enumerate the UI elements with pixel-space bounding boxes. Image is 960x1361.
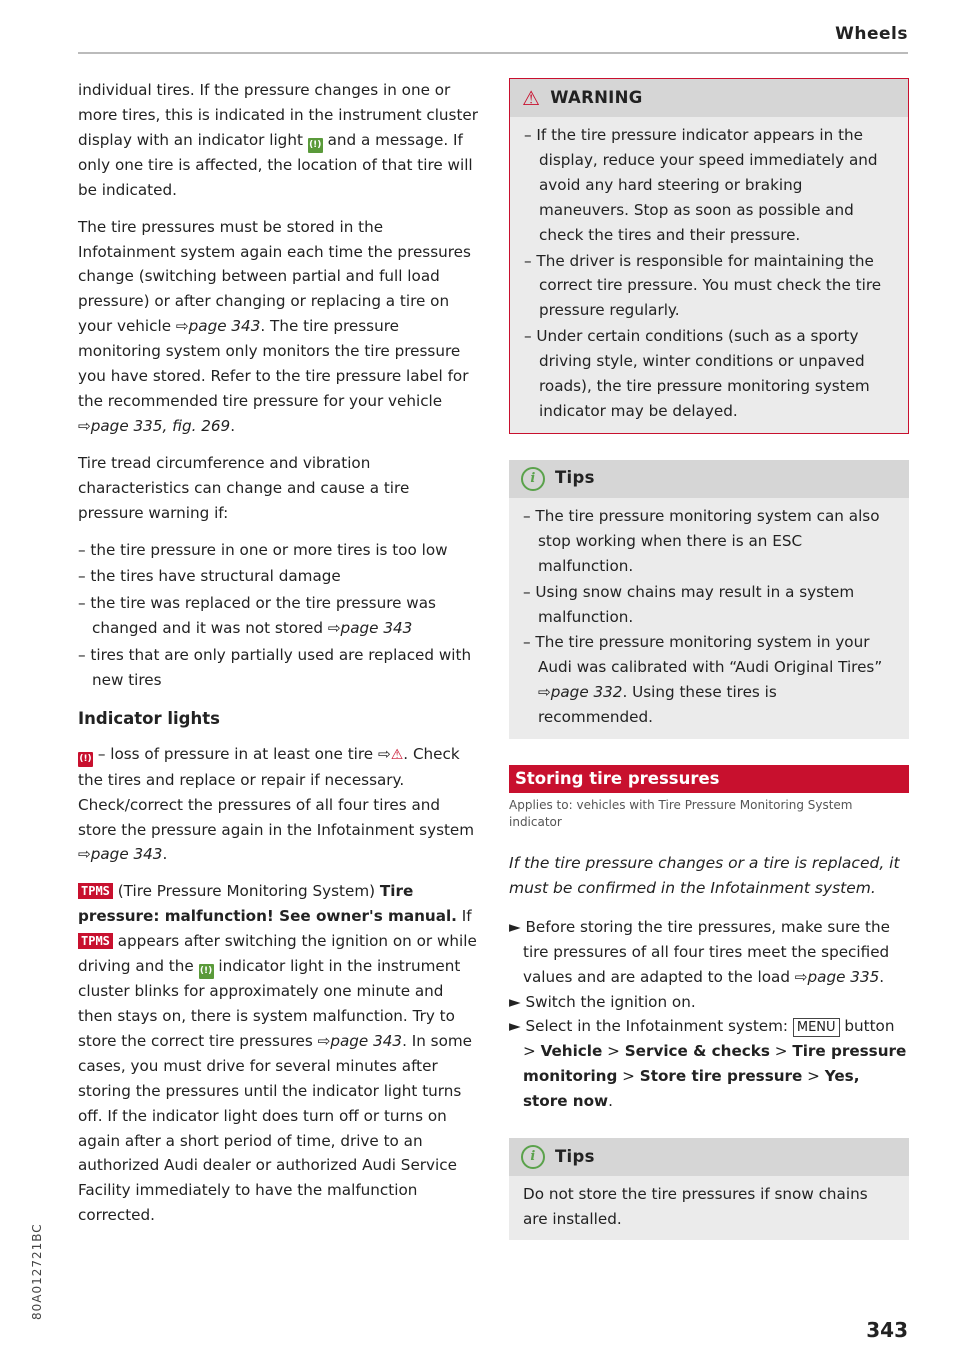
tpms-icon: TPMS bbox=[78, 933, 113, 949]
list-item: ► Switch the ignition on. bbox=[509, 992, 696, 1011]
list-item: – the tire pressure in one or more tires is too low bbox=[78, 540, 448, 559]
page-ref-link[interactable]: ⇨page 343 bbox=[175, 317, 261, 336]
storing-section-heading: Storing tire pressures bbox=[509, 765, 909, 793]
page-ref-link[interactable]: ⇨page 343 bbox=[327, 619, 413, 638]
page-section-title: Wheels bbox=[835, 24, 908, 44]
tips-box-2: i Tips Do not store the tire pressures if snow chains are installed. bbox=[509, 1138, 909, 1240]
list-item: ► Before storing the tire pressures, make sure the tire pressures of all four tires meet the specified values and are adapted to the load ⇨page 335. bbox=[509, 917, 890, 986]
list-item: – The tire pressure monitoring system in your Audi was calibrated with “Audi Original Tires” ⇨page 332. Using these tires is recommended. bbox=[523, 633, 883, 727]
tire-pressure-indicator-icon: (!) bbox=[308, 138, 323, 153]
indicator-red-paragraph: (!) – loss of pressure in at least one tire ⇨⚠. Check the tires and replace or repair if necessary. Check/correct the pressures of all four tires and store the pressure again in the Infotainment system ⇨page 343. bbox=[78, 744, 475, 864]
applies-to-note: Applies to: vehicles with Tire Pressure Monitoring System indicator bbox=[509, 798, 853, 830]
info-icon: i bbox=[521, 1145, 545, 1169]
tire-pressure-warning-icon: (!) bbox=[78, 752, 93, 767]
info-icon: i bbox=[521, 467, 545, 491]
right-column bbox=[509, 78, 909, 1266]
header-divider bbox=[78, 52, 908, 54]
tips-header: i Tips bbox=[509, 1138, 909, 1176]
list-item: – If the tire pressure indicator appears in the display, reduce your speed immediately and avoid any hard steering or braking maneuvers. Stop as soon as possible and check the tires and their pressure. bbox=[524, 126, 878, 244]
page-ref-link[interactable]: ⇨page 335, fig. 269 bbox=[78, 416, 231, 435]
list-item: – tires that are only partially used are replaced with new tires bbox=[78, 646, 472, 690]
paragraph-2: The tire pressures must be stored in the Infotainment system again each time the pressures change (switching between partial and full load pressure) or after changing or replacing a tire on your vehicle ⇨page 343. The tire pressure monitoring system only monitors the tire pressure you have stored. Refer to the tire pressure label for the recommended tire pressure for your vehicle ⇨page 335, fig. 269. bbox=[78, 217, 471, 435]
page-ref-link[interactable]: ⇨page 332 bbox=[538, 683, 623, 702]
list-item: – the tire was replaced or the tire pressure was changed and it was not stored ⇨page 343 bbox=[78, 594, 436, 638]
warning-triangle-icon: ⚠ bbox=[390, 746, 404, 763]
tips-header: i Tips bbox=[509, 460, 909, 498]
tips-box bbox=[509, 460, 909, 739]
left-column bbox=[78, 78, 478, 1240]
paragraph-1: individual tires. If the pressure changes in one or more tires, this is indicated in the instrument cluster display with an indicator light (!) and a message. If only one tire is affected, the location of that tire will be indicated. bbox=[78, 81, 478, 199]
warning-box bbox=[509, 78, 909, 434]
paragraph-3: Tire tread circumference and vibration characteristics can change and cause a tire pressure warning if: bbox=[78, 453, 410, 522]
warning-triangle-icon: ⚠ bbox=[522, 85, 541, 110]
list-item: – the tires have structural damage bbox=[78, 567, 341, 586]
page-number: 343 bbox=[866, 1318, 908, 1342]
list-item: – Under certain conditions (such as a sporty driving style, winter conditions or unpaved roads), the tire pressure monitoring system indicator may be delayed. bbox=[524, 327, 870, 420]
menu-button-label: MENU bbox=[793, 1018, 840, 1037]
tire-pressure-indicator-icon: (!) bbox=[199, 964, 214, 979]
indicator-lights-heading: Indicator lights bbox=[78, 708, 220, 728]
list-item: – The tire pressure monitoring system can also stop working when there is an ESC malfunction. bbox=[523, 506, 880, 575]
list-item: – The driver is responsible for maintaining the correct tire pressure. You must check the tire pressure regularly. bbox=[524, 251, 882, 320]
storing-intro: If the tire pressure changes or a tire is replaced, it must be confirmed in the Infotainment system. bbox=[509, 854, 900, 897]
tpms-paragraph: TPMS (Tire Pressure Monitoring System) Tire pressure: malfunction! See owner's manual. If TPMS appears after switching the ignition on or while driving and the (!) indicator light in the instrument cluster blinks for approximately one minute and then stays on, there is system malfunction. Try to store the correct tire pressures ⇨page 343. In some cases, you must drive for several minutes after storing the pressures until the indicator light turns off. If the indicator light does turn off or turns on again after a short period of time, drive to an authorized Audi dealer or authorized Audi Service Facility immediately to have the malfunction corrected. bbox=[78, 882, 477, 1225]
tpms-icon: TPMS bbox=[78, 883, 113, 899]
warning-header: ⚠ WARNING bbox=[510, 79, 908, 117]
warning-causes-list bbox=[78, 538, 478, 693]
document-code: 80A012721BC bbox=[30, 1223, 44, 1320]
list-item: ► Select in the Infotainment system: MENU button > Vehicle > Service & checks > Tire pressure monitoring > Store tire pressure > Yes, store now. bbox=[509, 1017, 907, 1111]
page-ref-link[interactable]: ⇨page 343 bbox=[78, 845, 163, 864]
list-item: – Using snow chains may result in a system malfunction. bbox=[523, 582, 855, 626]
page-ref-link[interactable]: ⇨page 335 bbox=[794, 967, 880, 986]
storing-steps bbox=[509, 915, 909, 1114]
page-ref-link[interactable]: ⇨page 343 bbox=[317, 1031, 403, 1050]
